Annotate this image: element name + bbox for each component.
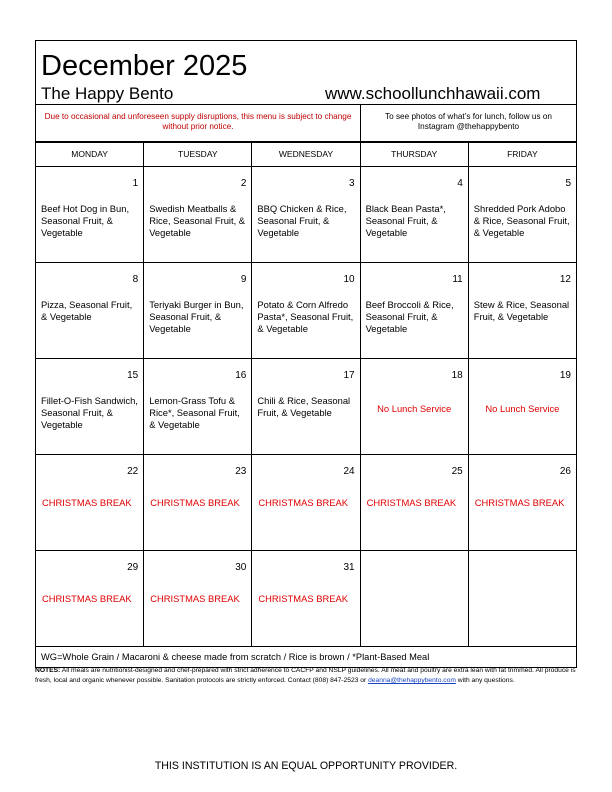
break-label: CHRISTMAS BREAK	[366, 497, 457, 508]
day-cell	[468, 359, 576, 455]
day-cell	[36, 455, 144, 551]
day-cell	[36, 359, 144, 455]
day-cell	[468, 551, 576, 647]
day-number: 8	[132, 274, 139, 285]
day-cell	[252, 359, 360, 455]
day-number: 24	[343, 466, 355, 477]
day-number: 16	[235, 370, 247, 381]
day-cell	[360, 167, 468, 263]
break-label: CHRISTMAS BREAK	[258, 593, 348, 604]
weekday-header-row	[36, 143, 577, 167]
notes-text: All meals are nutritionist-designed and chef-prepared with strict adherence to CACFP and NSLP guidelines. All meat and poultry are extra lean with fat trimmed. All produce is fresh, local and organic whenever possible. Sanitation protocols are strictly enforced. Contact (808) 847-2523 or	[35, 667, 576, 684]
break-label: CHRISTMAS BREAK	[150, 593, 240, 604]
day-cell	[360, 455, 468, 551]
day-cell	[252, 263, 360, 359]
day-number: 11	[452, 274, 463, 285]
day-cell	[360, 359, 468, 455]
day-cell	[144, 359, 252, 455]
day-number: 18	[451, 370, 463, 381]
notes-paragraph	[35, 666, 580, 686]
break-label: CHRISTMAS BREAK	[258, 497, 348, 508]
day-number: 29	[127, 562, 139, 573]
menu-item: Potato & Corn Alfredo Pasta*, Seasonal Fruit, & Vegetable	[257, 299, 354, 334]
weekday-header: FRIDAY	[468, 143, 576, 167]
day-cell	[468, 263, 576, 359]
no-service-label: No Lunch Service	[485, 403, 560, 414]
week-row	[36, 263, 577, 359]
menu-sheet	[35, 40, 577, 668]
menu-calendar	[35, 142, 577, 647]
day-number: 9	[240, 274, 247, 285]
menu-item: Shredded Pork Adobo & Rice, Seasonal Fruit, & Vegetable	[473, 203, 570, 238]
weekday-header: TUESDAY	[144, 143, 252, 167]
day-number: 25	[451, 466, 463, 477]
day-number: 3	[349, 178, 355, 189]
week-row	[36, 167, 577, 263]
supply-notice: Due to occasional and unforeseen supply disruptions, this menu is subject to change without prior notice.	[36, 105, 361, 141]
day-cell	[36, 263, 144, 359]
break-label: CHRISTMAS BREAK	[150, 497, 240, 508]
weekday-header: WEDNESDAY	[252, 143, 360, 167]
menu-item: Teriyaki Burger in Bun, Seasonal Fruit, & Vegetable	[149, 299, 244, 334]
company-name: The Happy Bento	[41, 84, 174, 103]
day-cell	[252, 551, 360, 647]
notice-row	[35, 105, 577, 142]
menu-item: Pizza, Seasonal Fruit, & Vegetable	[41, 299, 133, 322]
menu-item: Chili & Rice, Seasonal Fruit, & Vegetable	[257, 395, 351, 418]
day-cell	[144, 263, 252, 359]
day-number: 1	[132, 178, 139, 189]
day-cell	[360, 551, 468, 647]
week-row	[36, 455, 577, 551]
equal-opportunity-statement: THIS INSTITUTION IS AN EQUAL OPPORTUNITY PROVIDER.	[154, 760, 458, 772]
day-number: 22	[127, 466, 139, 477]
day-cell	[468, 167, 576, 263]
menu-item: Black Bean Pasta*, Seasonal Fruit, & Vegetable	[365, 203, 446, 238]
weekday-header: MONDAY	[36, 143, 144, 167]
day-number: 31	[343, 562, 355, 573]
day-cell	[144, 455, 252, 551]
menu-item: Beef Broccoli & Rice, Seasonal Fruit, & Vegetable	[365, 299, 454, 334]
menu-item: BBQ Chicken & Rice, Seasonal Fruit, & Vegetable	[257, 203, 347, 238]
day-number: 17	[343, 370, 355, 381]
break-label: CHRISTMAS BREAK	[474, 497, 565, 508]
week-row	[36, 551, 577, 647]
contact-email-link[interactable]: deanna@thehappybento.com	[368, 677, 456, 684]
day-cell	[36, 167, 144, 263]
day-number: 2	[240, 178, 247, 189]
day-cell	[36, 551, 144, 647]
day-cell	[252, 455, 360, 551]
break-label: CHRISTMAS BREAK	[42, 593, 132, 604]
menu-item: Stew & Rice, Seasonal Fruit, & Vegetable	[473, 299, 570, 322]
day-number: 26	[559, 466, 571, 477]
legend: WG=Whole Grain / Macaroni & cheese made from scratch / Rice is brown / *Plant-Based Meal	[35, 647, 577, 668]
break-label: CHRISTMAS BREAK	[42, 497, 132, 508]
website-url: www.schoollunchhawaii.com	[325, 84, 541, 103]
weekday-header: THURSDAY	[360, 143, 468, 167]
menu-item: Fillet-O-Fish Sandwich, Seasonal Fruit, & Vegetable	[41, 395, 138, 430]
day-cell	[144, 167, 252, 263]
no-service-label: No Lunch Service	[377, 403, 452, 414]
day-cell	[360, 263, 468, 359]
menu-item: Lemon-Grass Tofu & Rice*, Seasonal Fruit, & Vegetable	[149, 395, 240, 430]
day-cell	[468, 455, 576, 551]
notes-label: NOTES:	[35, 667, 61, 674]
day-number: 4	[457, 178, 463, 189]
day-number: 23	[235, 466, 247, 477]
day-number: 12	[559, 274, 571, 285]
menu-item: Beef Hot Dog in Bun, Seasonal Fruit, & Vegetable	[41, 203, 130, 238]
day-number: 15	[127, 370, 139, 381]
calendar-body	[36, 167, 577, 647]
header-box	[35, 40, 577, 105]
menu-item: Swedish Meatballs & Rice, Seasonal Fruit, & Vegetable	[149, 203, 246, 238]
day-number: 30	[235, 562, 247, 573]
week-row	[36, 359, 577, 455]
day-number: 5	[565, 178, 571, 189]
page-title: December 2025	[41, 50, 248, 82]
day-number: 10	[343, 274, 355, 285]
instagram-notice: To see photos of what’s for lunch, follow us on Instagram @thehappybento	[385, 112, 552, 131]
day-cell	[144, 551, 252, 647]
day-number: 19	[559, 370, 571, 381]
notes-suffix: with any questions.	[455, 677, 515, 684]
day-cell	[252, 167, 360, 263]
